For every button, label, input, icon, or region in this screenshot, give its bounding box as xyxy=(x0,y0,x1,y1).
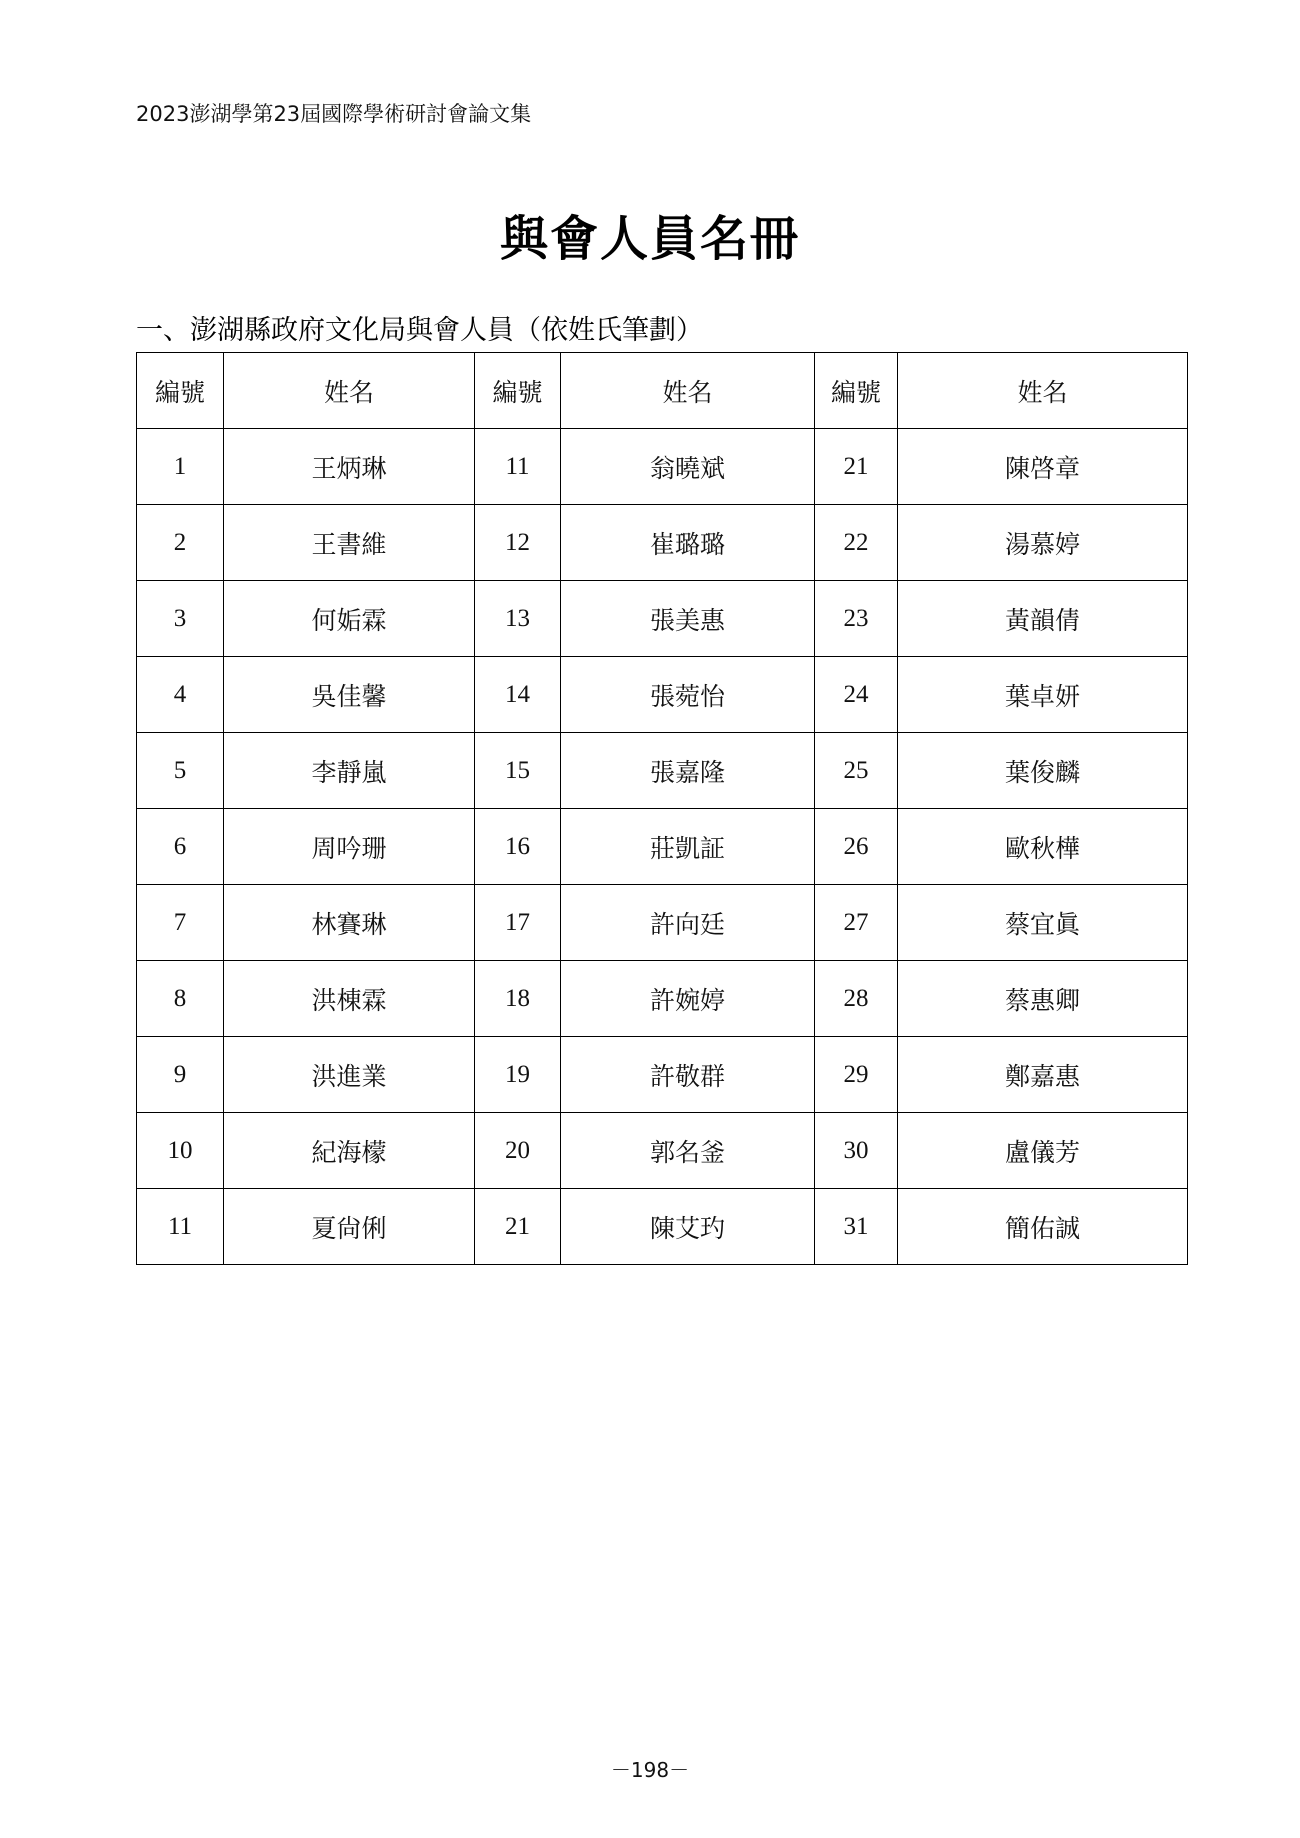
cell-name: 陳艾玓 xyxy=(561,1189,815,1265)
cell-name: 洪進業 xyxy=(224,1037,475,1113)
cell-number: 27 xyxy=(815,885,898,961)
cell-name: 何姤霖 xyxy=(224,581,475,657)
page-number: －198－ xyxy=(610,1758,690,1782)
cell-name: 紀海檬 xyxy=(224,1113,475,1189)
cell-number: 13 xyxy=(475,581,561,657)
cell-name: 吳佳馨 xyxy=(224,657,475,733)
cell-name: 蔡宜眞 xyxy=(898,885,1188,961)
cell-name: 許婉婷 xyxy=(561,961,815,1037)
cell-number: 24 xyxy=(815,657,898,733)
cell-number: 30 xyxy=(815,1113,898,1189)
table-row xyxy=(137,1037,1188,1113)
cell-number: 29 xyxy=(815,1037,898,1113)
cell-name: 歐秋樺 xyxy=(898,809,1188,885)
cell-number: 10 xyxy=(137,1113,224,1189)
cell-number: 22 xyxy=(815,505,898,581)
cell-number: 11 xyxy=(137,1189,224,1265)
cell-number: 17 xyxy=(475,885,561,961)
cell-number: 23 xyxy=(815,581,898,657)
cell-number: 26 xyxy=(815,809,898,885)
cell-number: 16 xyxy=(475,809,561,885)
table-row xyxy=(137,657,1188,733)
cell-number: 25 xyxy=(815,733,898,809)
cell-name: 陳啓章 xyxy=(898,429,1188,505)
cell-number: 19 xyxy=(475,1037,561,1113)
cell-name: 張嘉隆 xyxy=(561,733,815,809)
cell-number: 15 xyxy=(475,733,561,809)
cell-number: 18 xyxy=(475,961,561,1037)
page-title: 與會人員名冊 xyxy=(499,211,800,267)
cell-name: 葉俊麟 xyxy=(898,733,1188,809)
cell-name: 王炳琳 xyxy=(224,429,475,505)
cell-number: 21 xyxy=(475,1189,561,1265)
cell-number: 20 xyxy=(475,1113,561,1189)
cell-number: 1 xyxy=(137,429,224,505)
cell-number: 9 xyxy=(137,1037,224,1113)
table-row xyxy=(137,885,1188,961)
cell-name: 翁曉斌 xyxy=(561,429,815,505)
cell-number: 4 xyxy=(137,657,224,733)
cell-name: 郭名釜 xyxy=(561,1113,815,1189)
column-header-name: 姓名 xyxy=(224,353,475,429)
section-heading: 一、澎湖縣政府文化局與會人員（依姓氏筆劃） xyxy=(136,315,703,346)
cell-number: 6 xyxy=(137,809,224,885)
cell-number: 14 xyxy=(475,657,561,733)
table-row xyxy=(137,581,1188,657)
cell-name: 張菀怡 xyxy=(561,657,815,733)
cell-name: 張美惠 xyxy=(561,581,815,657)
table-row xyxy=(137,505,1188,581)
table-row xyxy=(137,1113,1188,1189)
table-row xyxy=(137,1189,1188,1265)
cell-name: 莊凱証 xyxy=(561,809,815,885)
cell-name: 洪棟霖 xyxy=(224,961,475,1037)
cell-number: 8 xyxy=(137,961,224,1037)
column-header-number: 編號 xyxy=(815,353,898,429)
cell-name: 簡佑誠 xyxy=(898,1189,1188,1265)
table-row xyxy=(137,809,1188,885)
cell-name: 許向廷 xyxy=(561,885,815,961)
cell-name: 李靜嵐 xyxy=(224,733,475,809)
table-row xyxy=(137,733,1188,809)
cell-number: 2 xyxy=(137,505,224,581)
cell-number: 3 xyxy=(137,581,224,657)
cell-number: 31 xyxy=(815,1189,898,1265)
table-header-row xyxy=(137,353,1188,429)
column-header-name: 姓名 xyxy=(898,353,1188,429)
cell-number: 5 xyxy=(137,733,224,809)
cell-number: 7 xyxy=(137,885,224,961)
table-row xyxy=(137,961,1188,1037)
cell-number: 11 xyxy=(475,429,561,505)
running-header: 2023澎湖學第23屆國際學術研討會論文集 xyxy=(136,102,532,126)
cell-name: 林賽琳 xyxy=(224,885,475,961)
cell-name: 周吟珊 xyxy=(224,809,475,885)
table-row xyxy=(137,429,1188,505)
column-header-number: 編號 xyxy=(137,353,224,429)
cell-name: 湯慕婷 xyxy=(898,505,1188,581)
cell-name: 鄭嘉惠 xyxy=(898,1037,1188,1113)
cell-name: 許敬群 xyxy=(561,1037,815,1113)
cell-name: 王書維 xyxy=(224,505,475,581)
cell-number: 12 xyxy=(475,505,561,581)
column-header-number: 編號 xyxy=(475,353,561,429)
cell-name: 蔡惠卿 xyxy=(898,961,1188,1037)
cell-name: 崔璐璐 xyxy=(561,505,815,581)
cell-number: 28 xyxy=(815,961,898,1037)
cell-name: 葉卓妍 xyxy=(898,657,1188,733)
cell-name: 黃韻倩 xyxy=(898,581,1188,657)
attendee-table xyxy=(136,352,1188,1265)
cell-name: 夏尙俐 xyxy=(224,1189,475,1265)
column-header-name: 姓名 xyxy=(561,353,815,429)
cell-name: 盧儀芳 xyxy=(898,1113,1188,1189)
cell-number: 21 xyxy=(815,429,898,505)
